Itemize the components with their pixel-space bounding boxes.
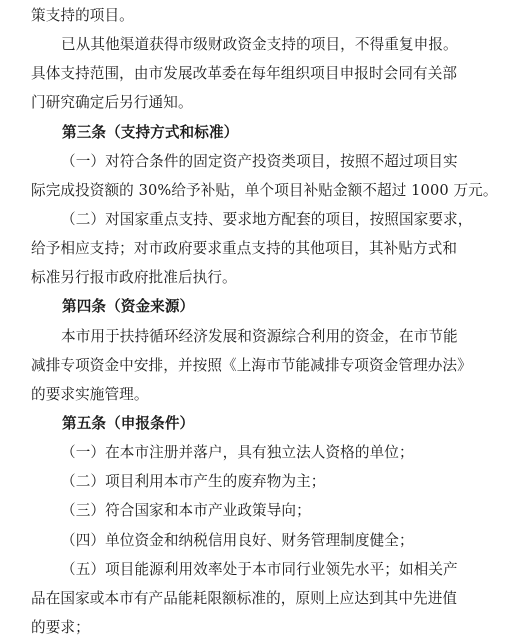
- text-line: 减排专项资金中安排，并按照《上海市节能减排专项资金管理办法》: [31, 356, 472, 374]
- section-heading-article-4: 第四条（资金来源）: [62, 298, 195, 316]
- list-item: （一）在本市注册并落户，具有独立法人资格的单位；: [61, 444, 414, 462]
- section-heading-article-3: 第三条（支持方式和标准）: [62, 123, 239, 141]
- paragraph-line: （二）对国家重点支持、要求地方配套的项目，按照国家要求，: [61, 211, 473, 228]
- list-item: （四）单位资金和纳税信用良好、财务管理制度健全；: [61, 531, 414, 549]
- text-line: 门研究确定后另行通知。: [31, 94, 193, 112]
- list-item: （五）项目能源利用效率处于本市同行业领先水平；如相关产: [61, 560, 458, 578]
- text-line: 的要求；: [31, 619, 90, 636]
- list-item: （二）项目利用本市产生的废弃物为主；: [61, 473, 326, 491]
- paragraph-line: 本市用于扶持循环经济发展和资源综合利用的资金，在市节能: [61, 327, 458, 345]
- paragraph-line: （一）对符合条件的固定资产投资类项目，按照不超过项目实: [61, 152, 458, 170]
- section-heading-article-5: 第五条（申报条件）: [62, 415, 195, 432]
- list-item: （三）符合国家和本市产业政策导向；: [61, 502, 311, 520]
- text-line: 品在国家或本市有产品能耗限额标准的，原则上应达到其中先进值: [31, 589, 458, 607]
- text-line: 策支持的项目。: [31, 7, 134, 24]
- text-line: 的要求实施管理。: [31, 385, 149, 403]
- text-line: 标准另行报市政府批准后执行。: [31, 269, 237, 287]
- paragraph-line: 已从其他渠道获得市级财政资金支持的项目，不得重复申报。: [61, 36, 458, 54]
- text-line: 给予相应支持；对市政府要求重点支持的其他项目，其补贴方式和: [31, 240, 458, 258]
- text-line: 具体支持范围，由市发展改革委在每年组织项目申报时会同有关部: [31, 65, 458, 83]
- text-line: 际完成投资额的 30%给予补贴，单个项目补贴金额不超过 1000 万元。: [31, 181, 498, 199]
